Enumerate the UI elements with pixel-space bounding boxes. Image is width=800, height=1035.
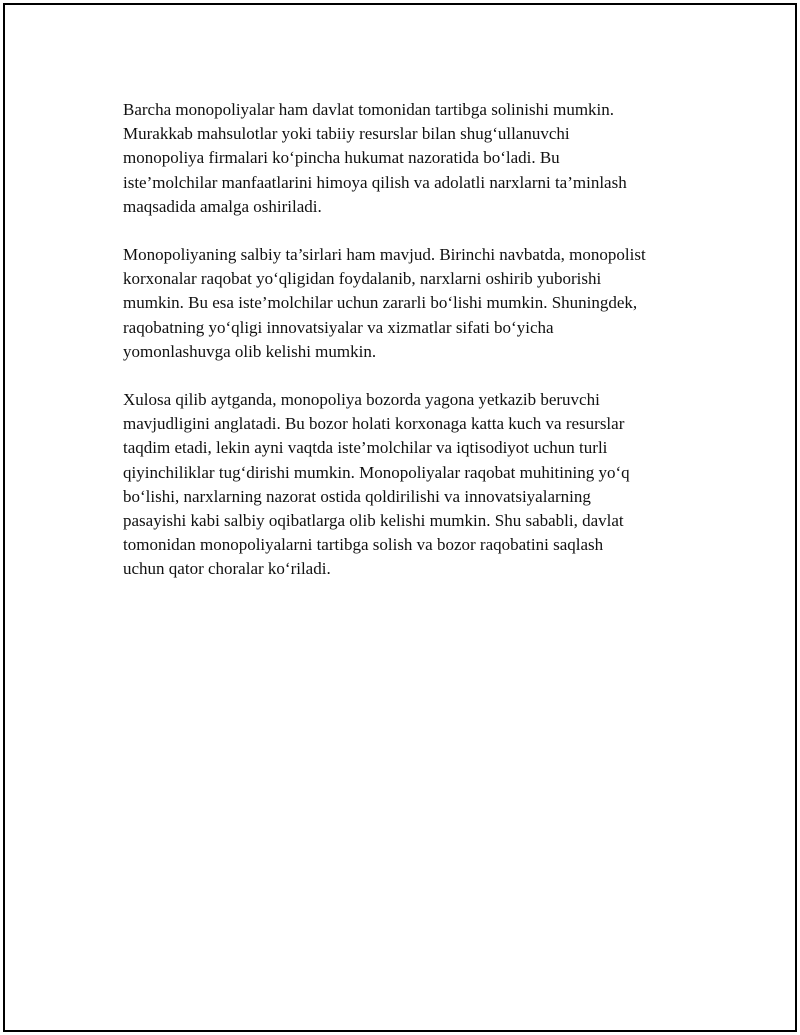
paragraph-line: yomonlashuvga olib kelishi mumkin. [123, 341, 377, 361]
paragraph-line: Monopoliyaning salbiy ta’sirlari ham mavjud. Birinchi navbatda, monopolist [123, 245, 646, 265]
paragraph-line: mumkin. Bu esa iste’molchilar uchun zararli bo‘lishi mumkin. Shuningdek, [123, 293, 638, 313]
paragraph-line: tomonidan monopoliyalarni tartibga solish va bozor raqobatini saqlash [123, 535, 604, 555]
paragraph-2 [123, 243, 703, 364]
paragraph-line: Murakkab mahsulotlar yoki tabiiy resurslar bilan shug‘ullanuvchi [123, 124, 570, 144]
document-body [123, 98, 703, 606]
paragraph-line: mavjudligini anglatadi. Bu bozor holati korxonaga katta kuch va resurslar [123, 414, 625, 434]
paragraph-line: pasayishi kabi salbiy oqibatlarga olib kelishi mumkin. Shu sababli, davlat [123, 511, 624, 531]
paragraph-line: Xulosa qilib aytganda, monopoliya bozorda yagona yetkazib beruvchi [123, 390, 600, 410]
paragraph-line: bo‘lishi, narxlarning nazorat ostida qoldirilishi va innovatsiyalarning [123, 486, 591, 506]
paragraph-line: qiyinchiliklar tug‘dirishi mumkin. Monopoliyalar raqobat muhitining yo‘q [123, 462, 630, 482]
paragraph-line: maqsadida amalga oshiriladi. [123, 196, 322, 216]
paragraph-line: korxonalar raqobat yo‘qligidan foydalanib, narxlarni oshirib yuborishi [123, 269, 602, 289]
page-frame [3, 3, 797, 1032]
paragraph-line: Barcha monopoliyalar ham davlat tomonidan tartibga solinishi mumkin. [123, 100, 615, 119]
paragraph-line: monopoliya firmalari ko‘pincha hukumat nazoratida bo‘ladi. Bu [123, 148, 560, 168]
paragraph-line: uchun qator choralar ko‘riladi. [123, 559, 331, 579]
paragraph-1 [123, 98, 703, 219]
paragraph-line: taqdim etadi, lekin ayni vaqtda iste’molchilar va iqtisodiyot uchun turli [123, 438, 608, 458]
paragraph-line: raqobatning yo‘qligi innovatsiyalar va xizmatlar sifati bo‘yicha [123, 317, 554, 337]
paragraph-3 [123, 388, 703, 582]
paragraph-line: iste’molchilar manfaatlarini himoya qilish va adolatli narxlarni ta’minlash [123, 172, 627, 192]
